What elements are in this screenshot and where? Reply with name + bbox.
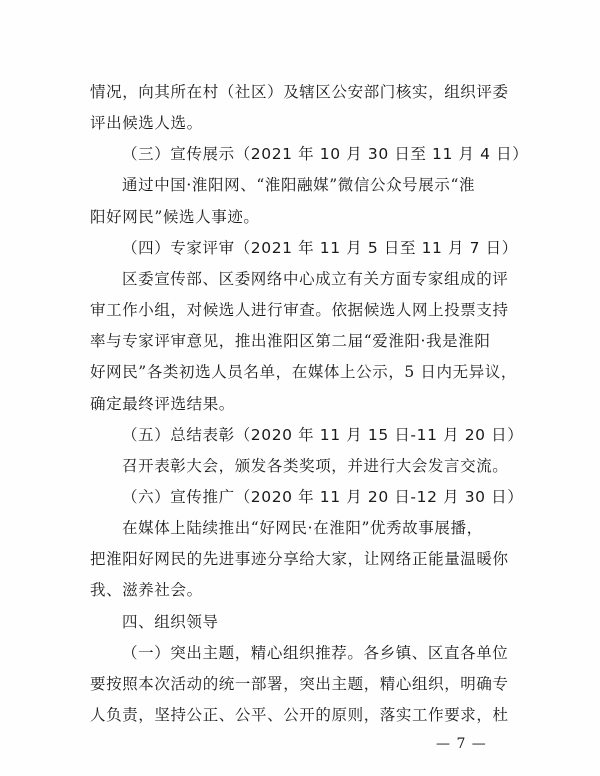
body-line-5: 阳好网民”候选人事迹。 xyxy=(90,207,260,226)
body-line-4: 通过中国·淮阳网、“淮阳融媒”微信公众号展示“淮 xyxy=(122,176,476,195)
body-line-9: 率与专家评审意见，推出淮阳区第二届“爱淮阳·我是淮阳 xyxy=(90,332,491,351)
body-line-17: 我、滋养社会。 xyxy=(90,581,203,600)
body-line-20: 要按照本次活动的统一部署，突出主题，精心组织，明确专 xyxy=(90,674,509,693)
section-heading-6: （六）宣传推广（2020 年 11 月 20 日-12 月 30 日） xyxy=(122,487,524,506)
section-heading-4-1: （一）突出主题，精心组织推荐。各乡镇、区直各单位 xyxy=(122,643,509,662)
body-line-15: 在媒体上陆续推出“好网民·在淮阳”优秀故事展播， xyxy=(122,519,483,538)
chapter-heading-4: 四、组织领导 xyxy=(122,612,219,631)
body-line-2: 评出候选人选。 xyxy=(90,114,203,133)
page-number: — 7 — xyxy=(436,736,487,752)
body-line-13: 召开表彰大会，颁发各类奖项，并进行大会发言交流。 xyxy=(122,456,509,475)
body-line-10: 好网民”各类初选人员名单，在媒体上公示，5 日内无异议， xyxy=(90,363,518,382)
body-line-16: 把淮阳好网民的先进事迹分享给大家，让网络正能量温暖你 xyxy=(90,550,509,569)
body-line-1: 情况，向其所在村（社区）及辖区公安部门核实，组织评委 xyxy=(90,83,509,101)
body-line-21: 人负责，坚持公正、公平、公开的原则，落实工作要求，杜 xyxy=(90,706,509,724)
section-heading-4: （四）专家评审（2021 年 11 月 5 日至 11 月 7 日） xyxy=(122,238,518,257)
body-line-7: 区委宣传部、区委网络中心成立有关方面专家组成的评 xyxy=(122,269,509,288)
section-heading-3: （三）宣传展示（2021 年 10 月 30 日至 11 月 4 日） xyxy=(122,145,529,164)
body-line-11: 确定最终评选结果。 xyxy=(90,394,235,413)
body-line-8: 审工作小组，对候选人进行审查。依据候选人网上投票支持 xyxy=(90,301,509,320)
section-heading-5: （五）总结表彰（2020 年 11 月 15 日-11 月 20 日） xyxy=(122,425,524,444)
